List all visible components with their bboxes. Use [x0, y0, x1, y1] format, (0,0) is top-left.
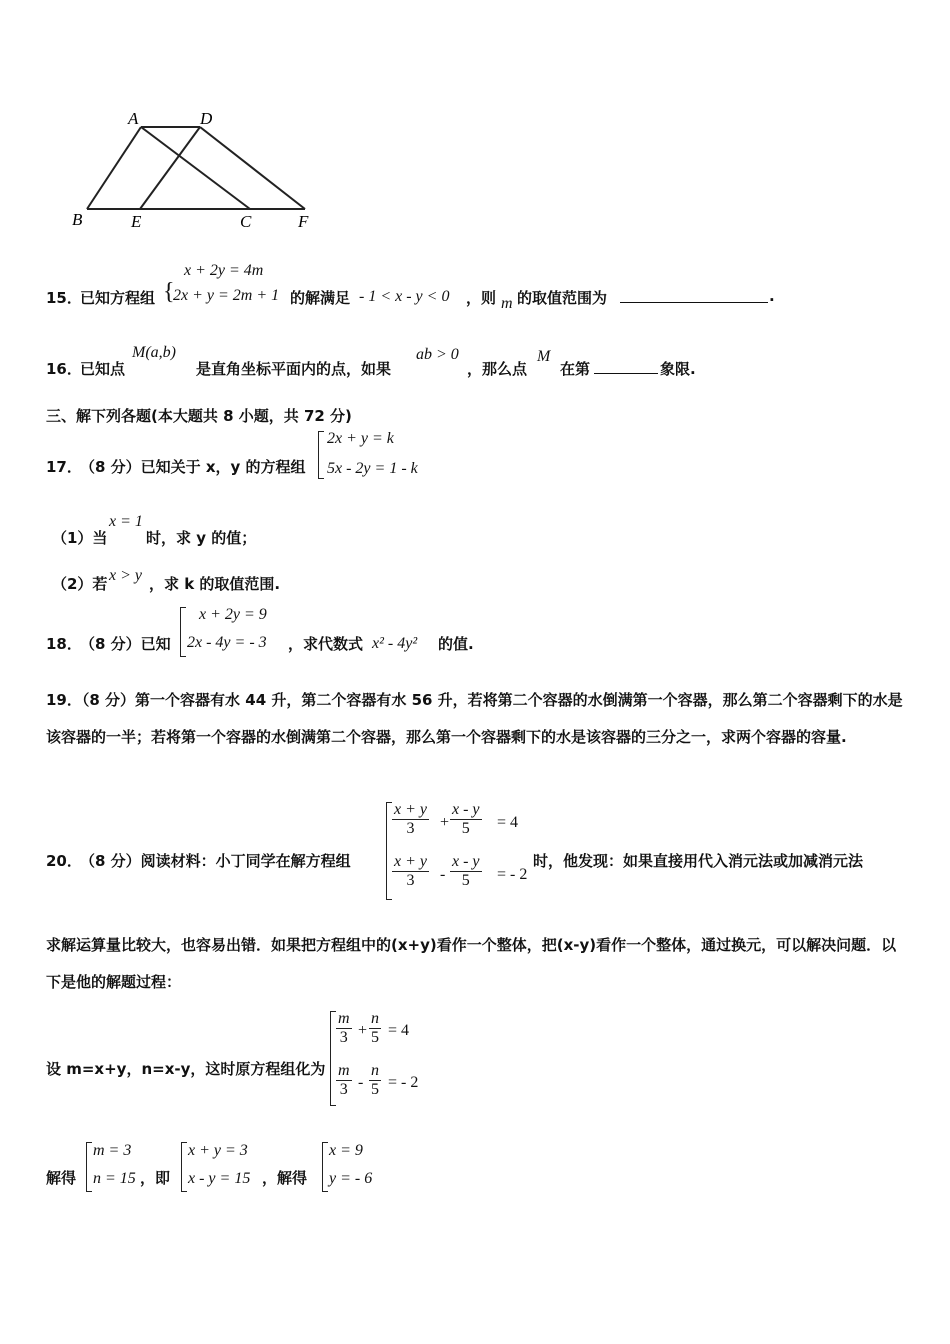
q16-prefix: 已知点	[80, 360, 126, 378]
q20-sub-eq1-rhs: = 4	[388, 1022, 410, 1039]
q20-eq2-frac1: $\frac{x + y}{3}$	[394, 853, 427, 889]
q18-eq2: 2x - 4y = - 3	[187, 634, 267, 651]
segment-DF	[200, 127, 305, 209]
q18-prefix: （8 分）已知	[80, 635, 171, 653]
q17-part2-condition: x > y	[109, 567, 142, 584]
q16-suffix: 象限.	[660, 360, 696, 378]
q17-part2-prefix: （2）若	[52, 575, 108, 593]
q16-point: M(a,b)	[132, 344, 176, 361]
q20-sub-eq2-frac2: $\frac{n}{5}$	[371, 1062, 379, 1098]
q15-prefix: 已知方程组	[80, 289, 156, 307]
q20-sub-eq1-frac1: $\frac{m}{3}$	[338, 1010, 350, 1046]
segment-AB	[87, 127, 141, 209]
q20-sub-eq1-frac2: $\frac{n}{5}$	[371, 1010, 379, 1046]
q17-number: 17．	[46, 458, 82, 476]
q20-substitution-text: 设 m=x+y，n=x-y，这时原方程组化为	[46, 1060, 326, 1078]
q20-suffix: 时，他发现：如果直接用代入消元法或加减消元法	[533, 852, 864, 870]
q16-condition: ab > 0	[416, 346, 459, 363]
q20-solution-label2: ，解得	[262, 1169, 308, 1187]
q19-number: 19．	[46, 691, 82, 709]
q20-sol3-b: y = - 6	[329, 1170, 373, 1187]
q20-sol3-a: x = 9	[329, 1142, 363, 1159]
q15-suffix: 的取值范围为	[517, 289, 608, 307]
q20-ji: ，即	[140, 1169, 171, 1187]
q17-part2-suffix: ，求 k 的取值范围.	[149, 575, 281, 593]
q20-sub-eq2-op: -	[358, 1074, 364, 1091]
q17-part1-condition: x = 1	[109, 513, 143, 530]
q20-eq1-frac2: $\frac{x - y}{5}$	[452, 801, 480, 837]
q15-eq2: 2x + y = 2m + 1	[173, 287, 280, 304]
q20-eq1-rhs: = 4	[497, 814, 519, 831]
q20-eq1-frac1: $\frac{x + y}{3}$	[394, 801, 427, 837]
q15-var: m	[501, 295, 513, 312]
q20-sub-eq1-op: +	[358, 1022, 368, 1039]
q15-mid2: ，则	[466, 289, 497, 307]
label-F: F	[298, 212, 309, 231]
label-A: A	[128, 109, 139, 128]
q18-number: 18．	[46, 635, 82, 653]
q17-eq2: 5x - 2y = 1 - k	[327, 460, 418, 477]
q15-number: 15．	[46, 289, 82, 307]
q17-eq1: 2x + y = k	[327, 430, 394, 447]
q16-mid: 是直角坐标平面内的点，如果	[196, 360, 392, 378]
q20-sol1-bracket	[86, 1142, 92, 1192]
label-D: D	[200, 109, 213, 128]
q15-eq1: x + 2y = 4m	[184, 262, 264, 279]
question-19	[46, 682, 906, 756]
section-3-title: 三、解下列各题(本大题共 8 小题，共 72 分)	[46, 407, 352, 425]
q17-system-bracket	[318, 431, 324, 479]
q20-number: 20．	[46, 852, 82, 870]
q20-sol1-b: n = 15	[93, 1170, 136, 1187]
segment-DE	[140, 127, 200, 209]
q17-part1-prefix: （1）当	[52, 529, 108, 547]
q20-eq2-op: -	[440, 866, 446, 883]
q20-solution-label: 解得	[46, 1169, 77, 1187]
q15-end: .	[769, 287, 775, 305]
q20-eq1-op: +	[440, 814, 450, 831]
geometry-figure	[60, 100, 330, 240]
q18-expr: x² - 4y²	[372, 635, 418, 652]
label-E: E	[131, 212, 142, 231]
q17-part1-suffix: 时，求 y 的值；	[146, 529, 257, 547]
q20-sol2-a: x + y = 3	[188, 1142, 248, 1159]
q15-answer-blank[interactable]	[620, 302, 768, 303]
q20-eq2-frac2: $\frac{x - y}{5}$	[452, 853, 480, 889]
q20-sol3-bracket	[322, 1142, 328, 1192]
q20-sol2-b: x - y = 15	[188, 1170, 251, 1187]
q18-suffix: 的值.	[438, 635, 474, 653]
q17-prefix: （8 分）已知关于 x，y 的方程组	[80, 458, 306, 476]
segment-AC	[141, 127, 250, 209]
q16-mid3: 在第	[560, 360, 591, 378]
q16-number: 16．	[46, 360, 82, 378]
q18-system-bracket	[180, 607, 186, 657]
q20-sol2-bracket	[181, 1142, 187, 1192]
q16-answer-blank[interactable]	[594, 373, 658, 374]
q20-sub-eq2-rhs: = - 2	[388, 1074, 419, 1091]
q16-mid2: ，那么点	[467, 360, 528, 378]
q16-var: M	[537, 348, 551, 365]
q15-mid: 的解满足	[290, 289, 351, 307]
label-B: B	[72, 210, 83, 229]
q20-eq2-rhs: = - 2	[497, 866, 528, 883]
q18-mid: ，求代数式	[288, 635, 364, 653]
q20-prefix: （8 分）阅读材料：小丁同学在解方程组	[80, 852, 351, 870]
q20-paragraph: 求解运算量比较大，也容易出错．如果把方程组中的(x+y)看作一个整体，把(x-y)看作一个整体，通过换元，可以解决问题．以下是他的解题过程：	[46, 936, 897, 991]
q20-sol1-a: m = 3	[93, 1142, 132, 1159]
q18-eq1: x + 2y = 9	[199, 606, 267, 623]
q19-text: （8 分）第一个容器有水 44 升，第二个容器有水 56 升，若将第二个容器的水倒满第一个容器，那么第二个容器剩下的水是该容器的一半；若将第一个容器的水倒满第二个容器，那么第一个容器剩下的水是该容器的三分之一，求两个容器的容量.	[46, 691, 903, 746]
q15-condition: - 1 < x - y < 0	[359, 288, 450, 305]
q20-sub-eq2-frac1: $\frac{m}{3}$	[338, 1062, 350, 1098]
label-C: C	[240, 212, 252, 231]
q15-brace: {	[163, 279, 175, 305]
